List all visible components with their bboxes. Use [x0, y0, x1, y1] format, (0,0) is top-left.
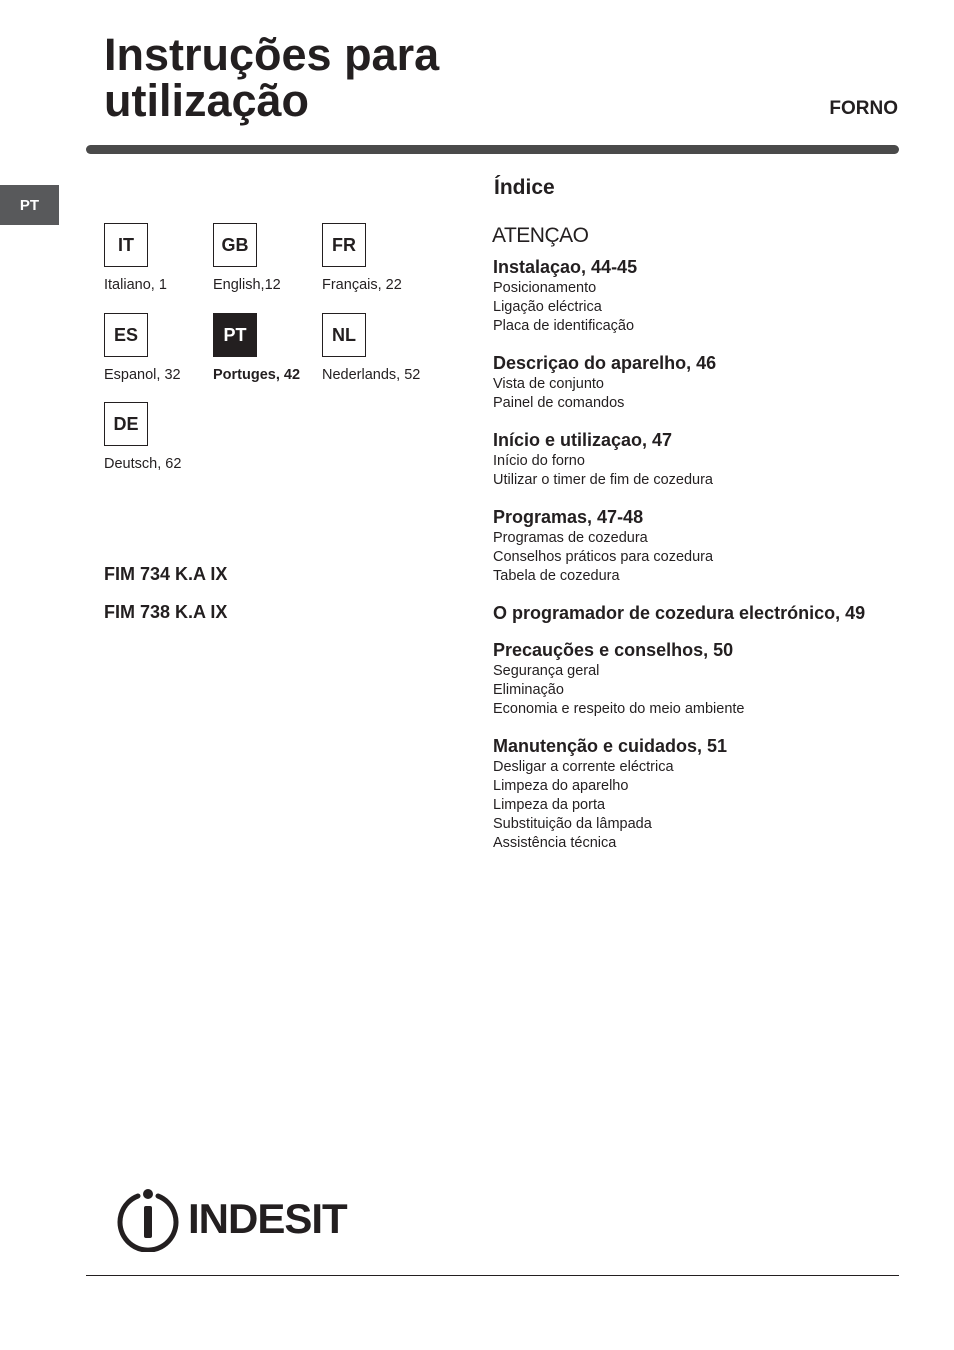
index-section — [493, 431, 893, 490]
index-section-title[interactable]: Início e utilizaçao, 47 — [493, 430, 673, 450]
header-divider — [86, 145, 899, 154]
side-language-tab[interactable]: PT — [0, 185, 59, 225]
index-section — [493, 508, 893, 586]
brand-name: INDESIT — [188, 1195, 347, 1242]
language-label-gb: English,12 — [213, 277, 281, 293]
brand-logo — [116, 1186, 347, 1252]
index-section-item[interactable]: Programas de cozedura — [493, 530, 648, 546]
index-section-item[interactable]: Eliminação — [493, 682, 564, 698]
footer-divider — [86, 1275, 899, 1276]
model-number: FIM 738 K.A IX — [104, 602, 228, 622]
index-section-item[interactable]: Segurança geral — [493, 663, 600, 679]
language-button-es[interactable]: ES — [104, 313, 148, 357]
language-button-pt[interactable]: PT — [213, 313, 257, 357]
indesit-logo-icon — [116, 1186, 180, 1252]
model-list — [104, 564, 227, 640]
index-section-title[interactable]: Manutenção e cuidados, 51 — [493, 736, 728, 756]
index-section-item[interactable]: Conselhos práticos para cozedura — [493, 549, 714, 565]
index-section-item[interactable]: Início do forno — [493, 453, 585, 469]
language-item-it — [104, 223, 214, 293]
index-section-title[interactable]: Programas, 47-48 — [493, 507, 644, 527]
index-section-title[interactable]: Precauções e conselhos, 50 — [493, 640, 734, 660]
language-label-pt: Portuges, 42 — [213, 367, 301, 383]
index-section — [493, 258, 893, 336]
language-item-gb — [213, 223, 323, 293]
index-section — [493, 737, 893, 853]
index-section-item[interactable]: Limpeza do aparelho — [493, 778, 629, 794]
index-section-item[interactable]: Painel de comandos — [493, 395, 625, 411]
index-section-item[interactable]: Substituição da lâmpada — [493, 816, 652, 832]
model-number: FIM 734 K.A IX — [104, 564, 228, 584]
language-label-fr: Français, 22 — [322, 277, 402, 293]
index-section-item[interactable]: Tabela de cozedura — [493, 568, 620, 584]
table-of-contents — [493, 176, 893, 871]
index-section-item[interactable]: Vista de conjunto — [493, 376, 604, 392]
index-section-item[interactable]: Utilizar o timer de fim de cozedura — [493, 472, 713, 488]
index-section — [493, 604, 893, 623]
index-section-title[interactable]: Descriçao do aparelho, 46 — [493, 353, 717, 373]
language-button-fr[interactable]: FR — [322, 223, 366, 267]
index-section-item[interactable]: Posicionamento — [493, 280, 597, 296]
language-item-pt — [213, 313, 323, 383]
index-section-item[interactable]: Ligação eléctrica — [493, 299, 602, 315]
index-section-title[interactable]: O programador de cozedura electrónico, 49 — [493, 603, 866, 623]
language-button-nl[interactable]: NL — [322, 313, 366, 357]
index-section-item[interactable]: Limpeza da porta — [493, 797, 606, 813]
index-sections — [493, 258, 893, 853]
title-line-1: Instruções para — [104, 29, 440, 80]
title-line-2: utilização — [104, 75, 310, 126]
language-label-nl: Nederlands, 52 — [322, 367, 421, 383]
index-section — [493, 641, 893, 719]
language-button-gb[interactable]: GB — [213, 223, 257, 267]
language-label-es: Espanol, 32 — [104, 367, 181, 383]
attention-heading[interactable]: ATENÇAO — [492, 224, 589, 247]
language-label-de: Deutsch, 62 — [104, 456, 182, 472]
language-item-es — [104, 313, 214, 383]
index-section-item[interactable]: Desligar a corrente eléctrica — [493, 759, 674, 775]
product-type: FORNO — [829, 98, 898, 119]
index-section-item[interactable]: Economia e respeito do meio ambiente — [493, 701, 745, 717]
language-button-it[interactable]: IT — [104, 223, 148, 267]
index-section-title[interactable]: Instalaçao, 44-45 — [493, 257, 638, 277]
language-item-fr — [322, 223, 432, 293]
index-section — [493, 354, 893, 413]
language-item-de — [104, 402, 214, 472]
index-section-item[interactable]: Assistência técnica — [493, 835, 617, 851]
language-label-it: Italiano, 1 — [104, 277, 167, 293]
index-title: Índice — [494, 176, 555, 199]
page-title — [104, 29, 440, 126]
index-section-item[interactable]: Placa de identificação — [493, 318, 635, 334]
language-item-nl — [322, 313, 432, 383]
language-button-de[interactable]: DE — [104, 402, 148, 446]
